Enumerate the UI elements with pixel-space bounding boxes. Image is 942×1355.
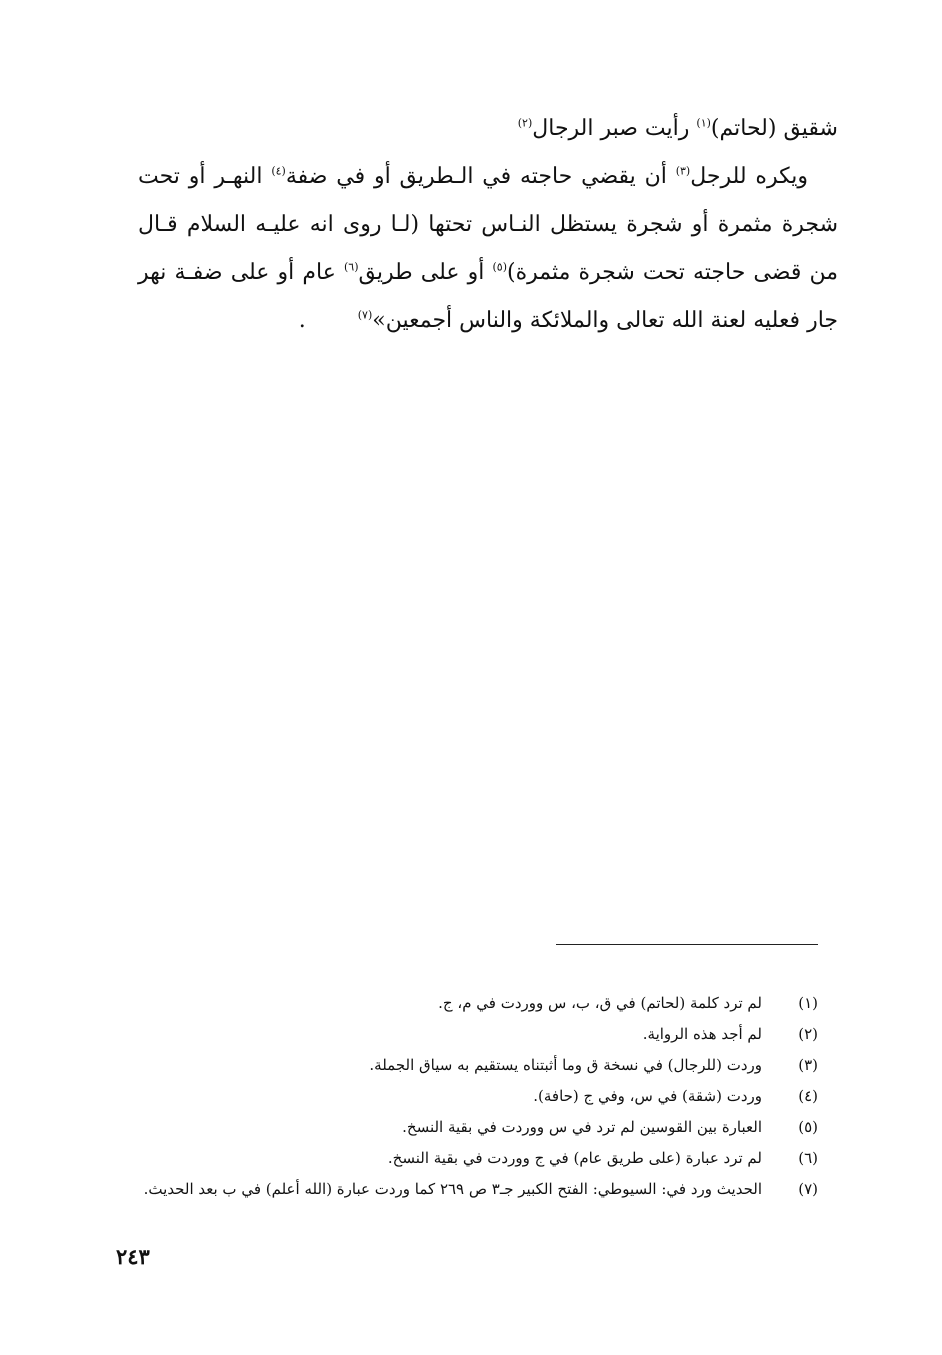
footnote-text: لم أجد هذه الرواية. [642,1025,762,1043]
footnote-item [114,1081,818,1112]
paragraph-text-c: النهـر أو تحت شجرة مثمرة أو شجرة يستظل النـاس تحتها (لـا روى انه عليـه السلام قـال من قضى حاجته تحت شجرة مثمرة) [138,164,838,285]
paragraph-text-a: ويكره للرجل [690,164,808,189]
page-number: ٢٤٣ [116,1244,150,1269]
opening-line-text-1: شقيق (لحاتم) [710,116,838,141]
footnote-text: لم ترد عبارة (على طريق عام) في ج ووردت في بقية النسخ. [387,1149,762,1167]
footnote-text: العبارة بين القوسين لم ترد في س ووردت في بقية النسخ. [402,1118,762,1136]
footnote-ref-6[interactable]: (٦) [343,260,359,274]
paragraph-text-e: عام أو على ضفـة نهر جار فعليه لعنة الله تعالى والملائكة والناس أجمعين» [138,260,838,333]
footnotes [114,988,818,1205]
footnote-item [114,1174,818,1205]
footnote-number: (٣) [798,1056,818,1074]
footnote-separator [556,944,818,945]
footnote-ref-1[interactable]: (١) [696,116,711,130]
footnote-number: (٤) [798,1087,818,1105]
footnote-number: (٧) [798,1180,818,1198]
footnote-ref-7[interactable]: (٧) [357,308,373,322]
footnote-item [114,1019,818,1050]
footnote-item [114,1050,818,1081]
footnote-text: وردت (للرجال) في نسخة ق وما أثبتناه يستقيم به سياق الجملة. [369,1056,762,1074]
footnote-ref-4[interactable]: (٤) [271,164,286,178]
paragraph-text-b: أن يقضي حاجته في الـطريق أو في ضفة [285,164,676,189]
paragraph-text-d: أو على طريق [358,260,493,285]
footnote-item [114,988,818,1019]
footnote-number: (٦) [798,1149,818,1167]
footnote-item [114,1143,818,1174]
footnote-text: وردت (شقة) في س، وفي ج (حافة). [533,1087,762,1105]
footnote-number: (٥) [798,1118,818,1136]
main-paragraph [138,153,838,345]
footnote-item [114,1112,818,1143]
footnote-number: (١) [798,994,818,1012]
paragraph-end-mark: . [298,308,306,333]
main-text [138,105,838,345]
opening-line [138,105,838,153]
footnote-text: لم ترد كلمة (لحاتم) في ق، ب، س ووردت في م، ج. [438,994,762,1012]
footnote-ref-2[interactable]: (٢) [517,116,533,130]
footnote-text: الحديث ورد في: السيوطي: الفتح الكبير جـ٣ ص ٢٦٩ كما وردت عبارة (الله أعلم) في ب بعد الحديث. [143,1180,762,1198]
footnote-number: (٢) [798,1025,818,1043]
footnote-ref-3[interactable]: (٣) [675,164,691,178]
footnote-ref-5[interactable]: (٥) [492,260,507,274]
opening-line-text-2: رأيت صبر الرجال [532,116,697,141]
